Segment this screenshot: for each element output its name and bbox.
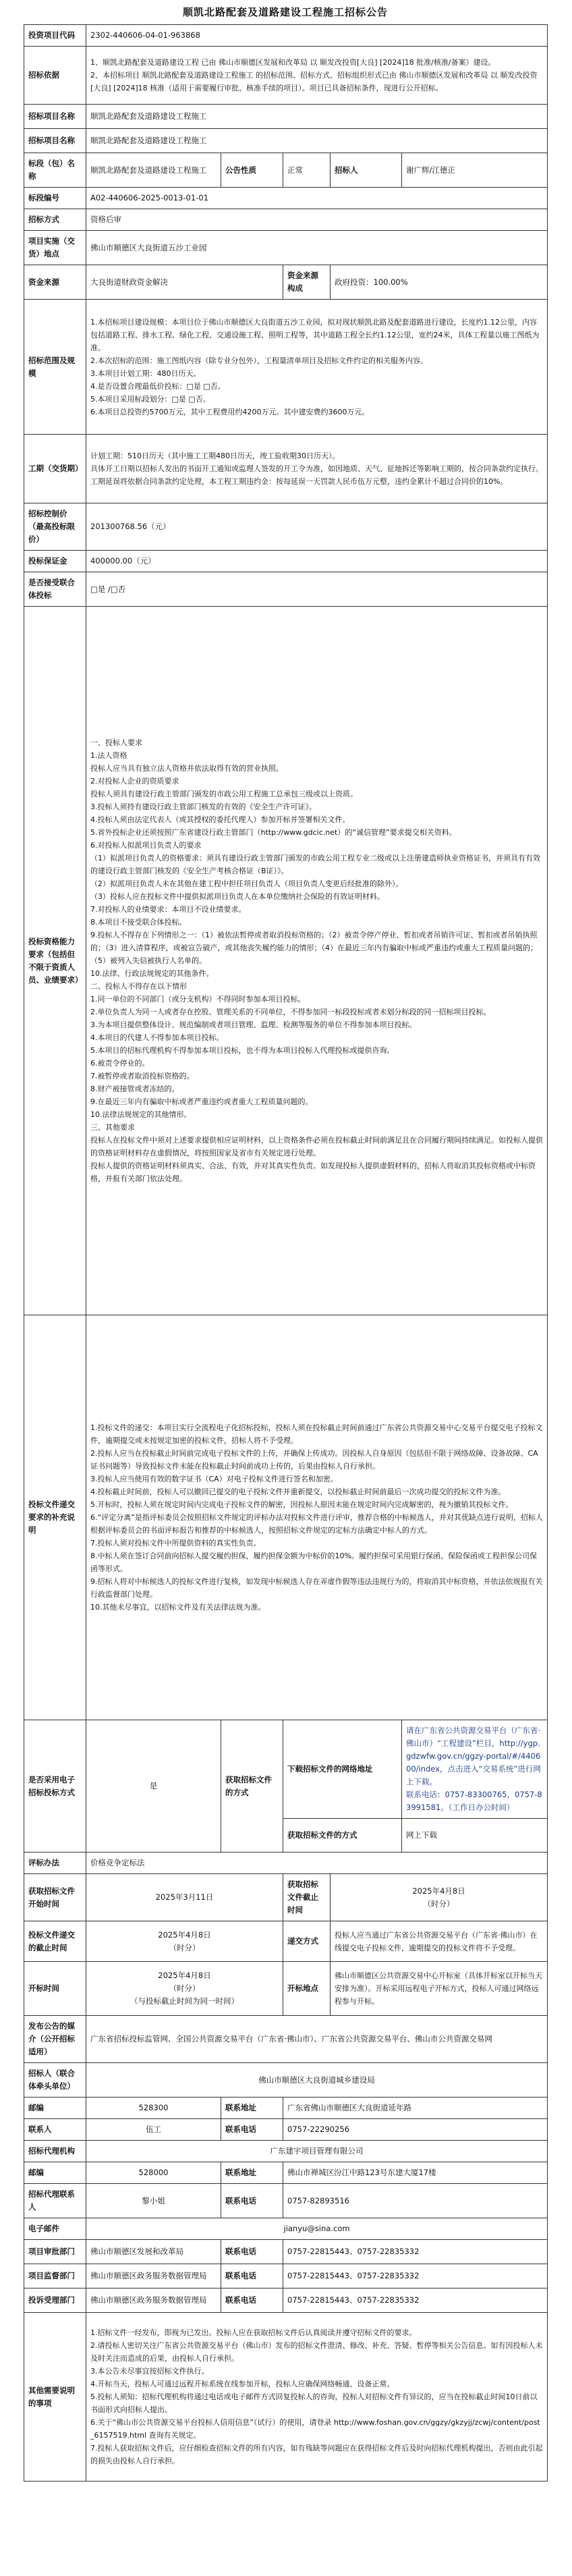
- bid-deadline-label: 投标文件递交的截止时间: [24, 1921, 86, 1962]
- tenderer-label: 招标人（联合体牵头单位）: [24, 2063, 86, 2098]
- tenderer-short-label: 招标人: [331, 153, 402, 188]
- agency-email-value[interactable]: jianyu@sina.com: [86, 2218, 548, 2240]
- agency-zip-label: 邮编: [24, 2162, 86, 2184]
- publish-media-value: 正常: [283, 153, 331, 188]
- download-label: 下载招标文件的网络地址: [283, 1720, 402, 1819]
- media-label: 发布公告的媒介（公开招标适用）: [24, 2016, 86, 2063]
- section-code-label: 标段编号: [24, 188, 86, 209]
- joint-bid-value: □是 /□否: [86, 572, 548, 607]
- qualification-text: 一、投标人要求 1.法人资格 投标人应当具有独立法人资格并依法取得有效的营业执照。 2.对投标人企业的资质要求 投标人须具有建设行政主管部门颁发的市政公用工程施工总承包三级或以上资质。 3.投标人须持有建设行政主管部门核发的有效的《安全生产许可证》。 4.投标人须由法定代表人（或其授权的委托代理人）参加开标并签署相关文件。 5.省外投标企业还须按照广东省建设行政主管部门（http://www.gdcic.net）的“诚信管理”要求提交相关资料。 6.对投标人拟派项目负责人的要求 （1）拟派项目负责人的资格要求：须具有建设行政主管部门颁发的市政公用工程专业二级或以上注册建造师执业资格证书，并须具有有效的建设行政主管部门核发的《安全生产考核合格证（B证）》。 （2）拟派项目负责人未在其他在建工程中担任项目负责人（项目负责人变更后经批准的除外）。 （3）投标人应在投标文件中提供拟派项目负责人在本单位缴纳社会保险的有效证明材料。 7.对投标人的业绩要求：本项目不设业绩要求。 8.本项目不接受联合体投标。 9.投标人不得存在下列情形之一：（1）被依法暂停或者取消投标资格的；（2）被责令停产停业、暂扣或者吊销许可证、暂扣或者吊销执照的；（3）进入清算程序，或被宣告破产，或其他丧失履约能力的情形；（4）在最近三年内有骗取中标或严重违约或重大工程质量问题的；（5）被列入失信被执行人名单的。 10.法律、行政法规规定的其他条件。 二、投标人不得存在以下情形 1.同一单位的不同部门（或分支机构）不得同时参加本项目投标。 2.单位负责人为同一人或者存在控股、管理关系的不同单位，不得参加同一标段投标或者未划分标段的同一招标项目投标。 3.为本项目提供整体设计、规范编制或者项目管理、监理、检测等服务的单位不得参加本项目投标。 4.本项目的代建人不得参加本项目投标。 5.本项目的招标代理机构不得参加本项目投标，也不得为本项目投标人代理投标或提供咨询。 6.被责令停业的。 7.被暂停或者取消投标资格的。 8.财产被接管或者冻结的。 9.在最近三年内有骗取中标或者严重违约或者重大工程质量问题的。 10.法律法规规定的其他情形。 三、其他要求 投标人在投标文件中须对上述要求提供相应证明材料，以上资格条件必须在投标截止时间前满足且在合同履行期间持续满足。如投标人提供的资格证明材料存在虚假情况，将按照国家及省市有关规定进行处理。 投标人提供的资格证明材料须真实、合法、有效，并对其真实性负责。如发现投标人提供虚假材料的，招标人将取消其投标资格或中标资格，并报有关部门依法处理。: [86, 607, 548, 1315]
- scope-text: 1.本招标项目建设规模：本项目位于佛山市顺德区大良街道五沙工业园，拟对现状顺凯北路及配套道路进行建设，长度约1.12公里，内容包括道路工程、排水工程、绿化工程、交通设施工程、照明工程等，其中道路工程全长约1.12公里，宽约24米，具体工程量以施工图纸为准。 2.本次招标的范围：施工图纸内容（除专业分包外），工程量清单项目及招标文件约定的相关服务内容。 3.本项目计划工期：480日历天。 4.是否设置合理最低价投标：□是 □否。 5.本项目采用标段划分：□是 □否。 6.本项目总投资约5700万元，其中工程费用约4200万元。其中建安费约3600万元。: [86, 300, 548, 435]
- bid-deposit-value: 400000.00（元）: [86, 551, 548, 572]
- project-name-value: 顺凯北路配套及道路建设工程施工: [86, 105, 548, 129]
- supervise-phone-value: 0757-22815443、0757-22835332: [283, 2264, 548, 2289]
- opening-place-label: 开标地点: [283, 1962, 331, 2016]
- bid-evaluation-label: 投标文件递交要求的补充说明: [24, 1315, 86, 1720]
- get-tender-value: 网上下载: [402, 1819, 548, 1853]
- opening-place-value: 佛山市顺德区公共资源交易中心开标室（具体开标室以开标当天安排为准）。开标采用远程电子开标方式，投标人可通过网络远程参与开标。: [331, 1962, 548, 2016]
- doc-get-end-sub: （时分）: [423, 1898, 455, 1909]
- page-title: 顺凯北路配套及道路建设工程施工招标公告: [182, 6, 388, 18]
- section-name-label: 标段（包）名称: [24, 153, 86, 188]
- duration-text: 计划工期：510日历天（其中施工工期480日历天，竣工验收期30日历天）。 具体开工日期以招标人发出的书面开工通知或监理人签发的开工令为准，如因地质、天气、征地拆迁等影响工期的，按合同条款约定执行。工期延误将依据合同条款约定处理，本工程工期违约金：按每延误一天罚款人民币伍万元整，违约金累计不超过合同价的10%。: [86, 435, 548, 503]
- agency-phone-value: 0757-82893516: [283, 2184, 548, 2218]
- scope-label: 招标范围及规模: [24, 300, 86, 435]
- download-address[interactable]: 请在广东省公共资源交易平台（广东省·佛山市）“工程建设”栏目，http://ygp.gdzwfw.gov.cn/ggzy-portal/#/440600/index，点击进入“交易系统”进行网上下载。 联系电话：0757-83300765，0757-83991581。（工作日办公时间）: [402, 1720, 548, 1819]
- doc-get-end-date: 2025年4月8日: [412, 1886, 465, 1896]
- approval-phone-label: 联系电话: [221, 2240, 283, 2264]
- tenderer-address-value: 广东省佛山市顺德区大良街道延年路: [283, 2098, 548, 2119]
- construction-basis-label: 招标依据: [24, 47, 86, 105]
- approval-phone-value: 0757-22815443、0757-22835332: [283, 2240, 548, 2264]
- tenderer-contact-value: 伍工: [86, 2119, 221, 2141]
- funding-ratio-value: 政府投资：100.00%: [331, 265, 548, 300]
- qualification-label: 投标资格能力要求（包括但不限于资质人员、业绩要求）: [24, 607, 86, 1315]
- agency-zip-value: 528000: [86, 2162, 221, 2184]
- agency-value: 广东建宇项目管理有限公司: [86, 2141, 548, 2162]
- tender-project-name-value: 顺凯北路配套及道路建设工程施工: [86, 129, 548, 153]
- agency-phone-label: 联系电话: [221, 2184, 283, 2218]
- tenderer-value: 佛山市顺德区大良街道城乡建设局: [86, 2063, 548, 2098]
- bid-evaluation-text: 1.投标文件的递交：本项目实行全流程电子化招标投标，投标人须在投标截止时间前通过广东省公共资源交易中心交易平台提交电子投标文件，逾期提交或未按规定加密的投标文件，招标人将不予受理。 2.投标人应当在投标截止时间前完成电子投标文件的上传，并确保上传成功。因投标人自身原因（包括但不限于网络故障、设备故障、CA证书问题等）导致投标文件未能在投标截止时间前成功上传的，后果由投标人自行承担。 3.投标人应当使用有效的数字证书（CA）对电子投标文件进行签名和加密。 4.投标截止时间前，投标人可以撤回已提交的电子投标文件并重新提交，以投标截止时间前最后一次成功提交的投标文件为准。 5.开标时，投标人须在规定时间内完成电子投标文件的解密，因投标人原因未能在规定时间内完成解密的，视为撤销其投标文件。 6.“评定分离”是指评标委员会按照招标文件规定的评标办法对投标文件进行评审，推荐合格的中标候选人，并对其优缺点进行说明，招标人根据评标委员会的书面评标报告和推荐的中标候选人，按照招标文件规定的定标方法确定中标人的方式。 7.投标人须对投标文件中所提供资料的真实性负责。 8.中标人须在签订合同前向招标人提交履约担保，履约担保金额为中标价的10%。履约担保可采用银行保函、保险保函或工程担保公司保函等形式。 9.招标人将对中标候选人的投标文件进行复核，如发现中标候选人存在弄虚作假等违法违规行为的，将取消其中标资格，并依法依规报有关行政监督部门处理。 10.其他未尽事宜，以招标文件及有关法律法规为准。: [86, 1315, 548, 1720]
- approval-dept-value: 佛山市顺德区发展和改革局: [86, 2240, 221, 2264]
- doc-get-label: 获取招标文件的方式: [221, 1720, 283, 1853]
- doc-get-end-value: [331, 1874, 548, 1921]
- complaint-dept-value: 佛山市顺德区政务服务数据管理局: [86, 2289, 221, 2313]
- bid-deadline-value: 2025年4月8日 （时分）: [86, 1921, 283, 1962]
- location-value: 佛山市顺德区大良街道五沙工业园: [86, 231, 548, 265]
- doc-get-end-label: 获取招标文件截止时间: [283, 1874, 331, 1921]
- agency-label: 招标代理机构: [24, 2141, 86, 2162]
- document: [24, 0, 547, 2482]
- project-code-value: 2302-440606-04-01-963868: [86, 25, 548, 47]
- location-label: 项目实施（交货）地点: [24, 231, 86, 265]
- bid-deposit-label: 投标保证金: [24, 551, 86, 572]
- notes-label: 其他需要说明的事项: [24, 2313, 86, 2482]
- section-name-value: 顺凯北路配套及道路建设工程施工: [86, 153, 221, 188]
- complaint-phone-value: 0757-22815443、0757-22835332: [283, 2289, 548, 2313]
- funding-label: 资金来源: [24, 265, 86, 300]
- funding-value: 大良街道财政资金解决: [86, 265, 283, 300]
- eval-method-value: 价格竞争定标法: [86, 1853, 548, 1874]
- funding-ratio-label: 资金来源构成: [283, 265, 331, 300]
- control-price-value: 201300768.56（元）: [86, 503, 548, 551]
- agency-contact-label: 招标代理联系人: [24, 2184, 86, 2218]
- tender-method-label: 招标方式: [24, 209, 86, 231]
- tenderer-phone-label: 联系电话: [221, 2119, 283, 2141]
- joint-bid-label: 是否接受联合体投标: [24, 572, 86, 607]
- electronic-value: 是: [86, 1720, 221, 1853]
- media-value: 广东省招标投标监管网、全国公共资源交易平台（广东省·佛山市）、广东省公共资源交易平台、佛山市公共资源交易网: [86, 2016, 548, 2063]
- complaint-phone-label: 联系电话: [221, 2289, 283, 2313]
- project-name-label: 招标项目名称: [24, 105, 86, 129]
- electronic-label: 是否采用电子招标投标方式: [24, 1720, 86, 1853]
- notice-table: [24, 24, 548, 2482]
- doc-get-start-label: 获取招标文件开始时间: [24, 1874, 86, 1921]
- tenderer-phone-value: 0757-22290256: [283, 2119, 548, 2141]
- section-code-value: A02-440606-2025-0013-01-01: [86, 188, 548, 209]
- construction-basis-text: 1、顺凯北路配套及道路建设工程 已由 佛山市顺德区发展和改革局 以 顺发改投资[大良] [2024]18 批准/核准/备案）建设。 2、本招标项目 顺凯北路配套及道路建设工程施工 的招标范围、招标方式、招标组织形式已由 佛山市顺德区发展和改革局 以 顺发改投资[大良] [2024]18 核准（适用于需要履行审批、核准手续的项目）。项目已具备招标条件，现进行公开招标。: [86, 47, 548, 105]
- tenderer-short-value: 谢广辉/江德正: [402, 153, 548, 188]
- opening-time-label: 开标时间: [24, 1962, 86, 2016]
- tenderer-contact-label: 联系人: [24, 2119, 86, 2141]
- supervise-dept-value: 佛山市顺德区政务服务数据管理局: [86, 2264, 221, 2289]
- eval-method-label: 评标办法: [24, 1853, 86, 1874]
- tenderer-zip-label: 邮编: [24, 2098, 86, 2119]
- bid-submit-value: 投标人应当通过广东省公共资源交易平台（广东省·佛山市）在线提交电子投标文件，逾期提交的投标文件将不予受理。: [331, 1921, 548, 1962]
- notes-text: 1.招标文件一经发布，即视为已发出。投标人应在获取招标文件后认真阅读并遵守招标文件的要求。 2.请投标人密切关注广东省公共资源交易平台（佛山市）发布的招标文件澄清、修改、补充、答疑、暂停等相关公告信息。如有因投标人未及时关注而造成的后果，由投标人自行承担。 3.本公告未尽事宜按招标文件执行。 4.开标当天，投标人可通过远程开标系统在线参加开标，投标人应确保网络畅通、设备正常。 5.投标人须知：招标代理机构将通过电话或电子邮件方式回复投标人的咨询，投标人对招标文件有异议的，应当在投标截止时间10日前以书面形式向招标人提出。 6.关于“佛山市公共资源交易平台投标人信用信息”（试行）的使用，请登录 http://www.foshan.gov.cn/ggzy/gkzyjj/zcwj/content/post_6157519.html 查询有关规定。 7.投标人获取招标文件后，应仔细检查招标文件的所有内容，如有残缺等问题应在获得招标文件后及时向招标代理机构提出，否则由此引起的损失由投标人自行承担。: [86, 2313, 548, 2482]
- agency-address-value: 佛山市禅城区汾江中路123号东建大厦17楼: [283, 2162, 548, 2184]
- get-tender-label: 获取招标文件的方式: [283, 1819, 402, 1853]
- approval-dept-label: 项目审批部门: [24, 2240, 86, 2264]
- control-price-label: 招标控制价（最高投标限价）: [24, 503, 86, 551]
- agency-address-label: 联系地址: [221, 2162, 283, 2184]
- publish-media-label: 公告性质: [221, 153, 283, 188]
- tender-project-name-label: 招标项目名称: [24, 129, 86, 153]
- agency-contact-value: 黎小姐: [86, 2184, 221, 2218]
- supervise-phone-label: 联系电话: [221, 2264, 283, 2289]
- duration-label: 工期（交货期）: [24, 435, 86, 503]
- doc-get-start-value: 2025年3月11日: [86, 1874, 283, 1921]
- tenderer-address-label: 联系地址: [221, 2098, 283, 2119]
- opening-time-value: 2025年4月8日 （时分） （与投标截止时间为同一时间）: [86, 1962, 283, 2016]
- bid-submit-label: 递交方式: [283, 1921, 331, 1962]
- tender-method-value: 资格后审: [86, 209, 548, 231]
- tenderer-zip-value: 528300: [86, 2098, 221, 2119]
- complaint-dept-label: 投诉受理部门: [24, 2289, 86, 2313]
- project-code-label: 投资项目代码: [24, 25, 86, 47]
- agency-email-label: 电子邮件: [24, 2218, 86, 2240]
- supervise-dept-label: 项目监督部门: [24, 2264, 86, 2289]
